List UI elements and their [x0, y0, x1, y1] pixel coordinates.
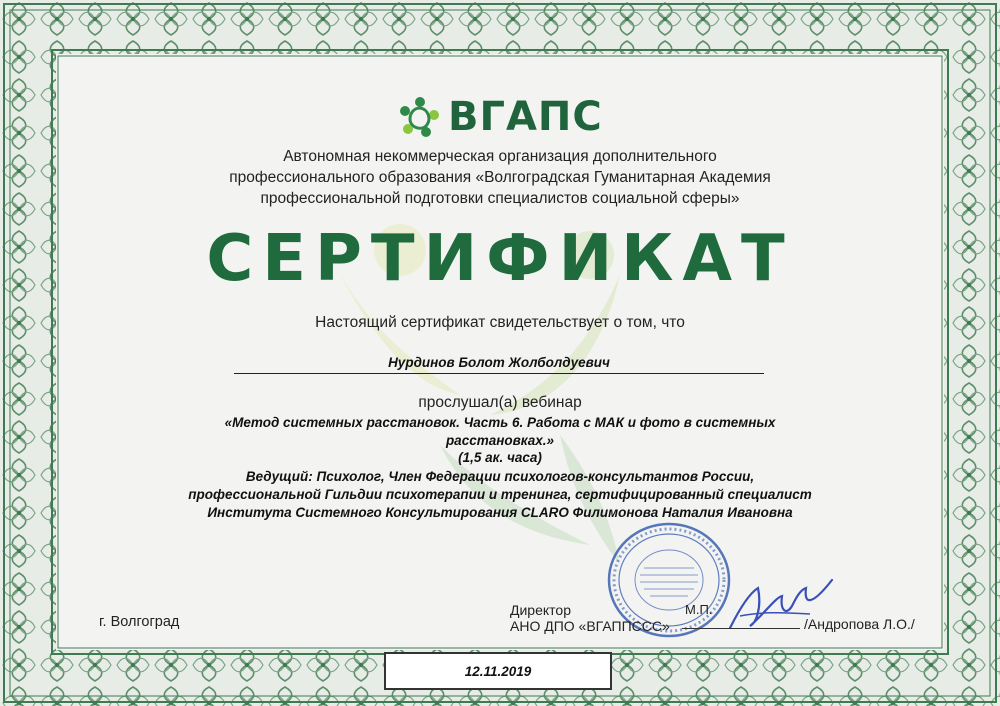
seal-place-label: М.П. [685, 602, 713, 617]
issue-date: 12.11.2019 [464, 663, 532, 679]
director-name: /Андропова Л.О./ [804, 616, 915, 632]
date-box [384, 652, 612, 690]
intro-text: Настоящий сертификат свидетельствует о том, что [315, 314, 685, 331]
logo-text: ВГАПС [448, 94, 603, 140]
certificate-title: СЕРТИФИКАТ [206, 222, 794, 296]
director-block [510, 602, 670, 634]
org-line-1: Автономная некоммерческая организация дополнительного [283, 148, 717, 165]
webinar-line-1: «Метод системных расстановок. Часть 6. Работа с МАК и фото в системных [224, 415, 776, 430]
director-organization: АНО ДПО «ВГАППССС» [510, 618, 670, 634]
org-line-2: профессионального образования «Волгоградская Гуманитарная Академия [229, 169, 771, 186]
org-line-3: профессиональной подготовки специалистов социальной сферы» [260, 190, 740, 207]
host-line-2: профессиональной Гильдии психотерапии и тренинга, сертифицированный специалист [188, 487, 812, 502]
listened-text: прослушал(а) вебинар [418, 394, 582, 411]
host-line-3: Института Системного Консультирования CLARO Филимонова Наталия Ивановна [207, 505, 793, 520]
host-info [150, 468, 850, 522]
organization-name [150, 146, 850, 209]
director-title: Директор [510, 602, 571, 618]
webinar-hours: (1,5 ак. часа) [458, 450, 542, 465]
host-line-1: Ведущий: Психолог, Член Федерации психологов-консультантов России, [245, 469, 755, 484]
webinar-line-2: расстановках.» [445, 433, 555, 448]
webinar-title [200, 414, 800, 450]
brand-logo [398, 94, 603, 140]
recipient-name: Нурдинов Болот Жолболдуевич [234, 355, 764, 374]
signature-line [682, 628, 800, 629]
people-circle-logo-icon [398, 95, 442, 139]
city-label: г. Волгоград [99, 614, 180, 630]
